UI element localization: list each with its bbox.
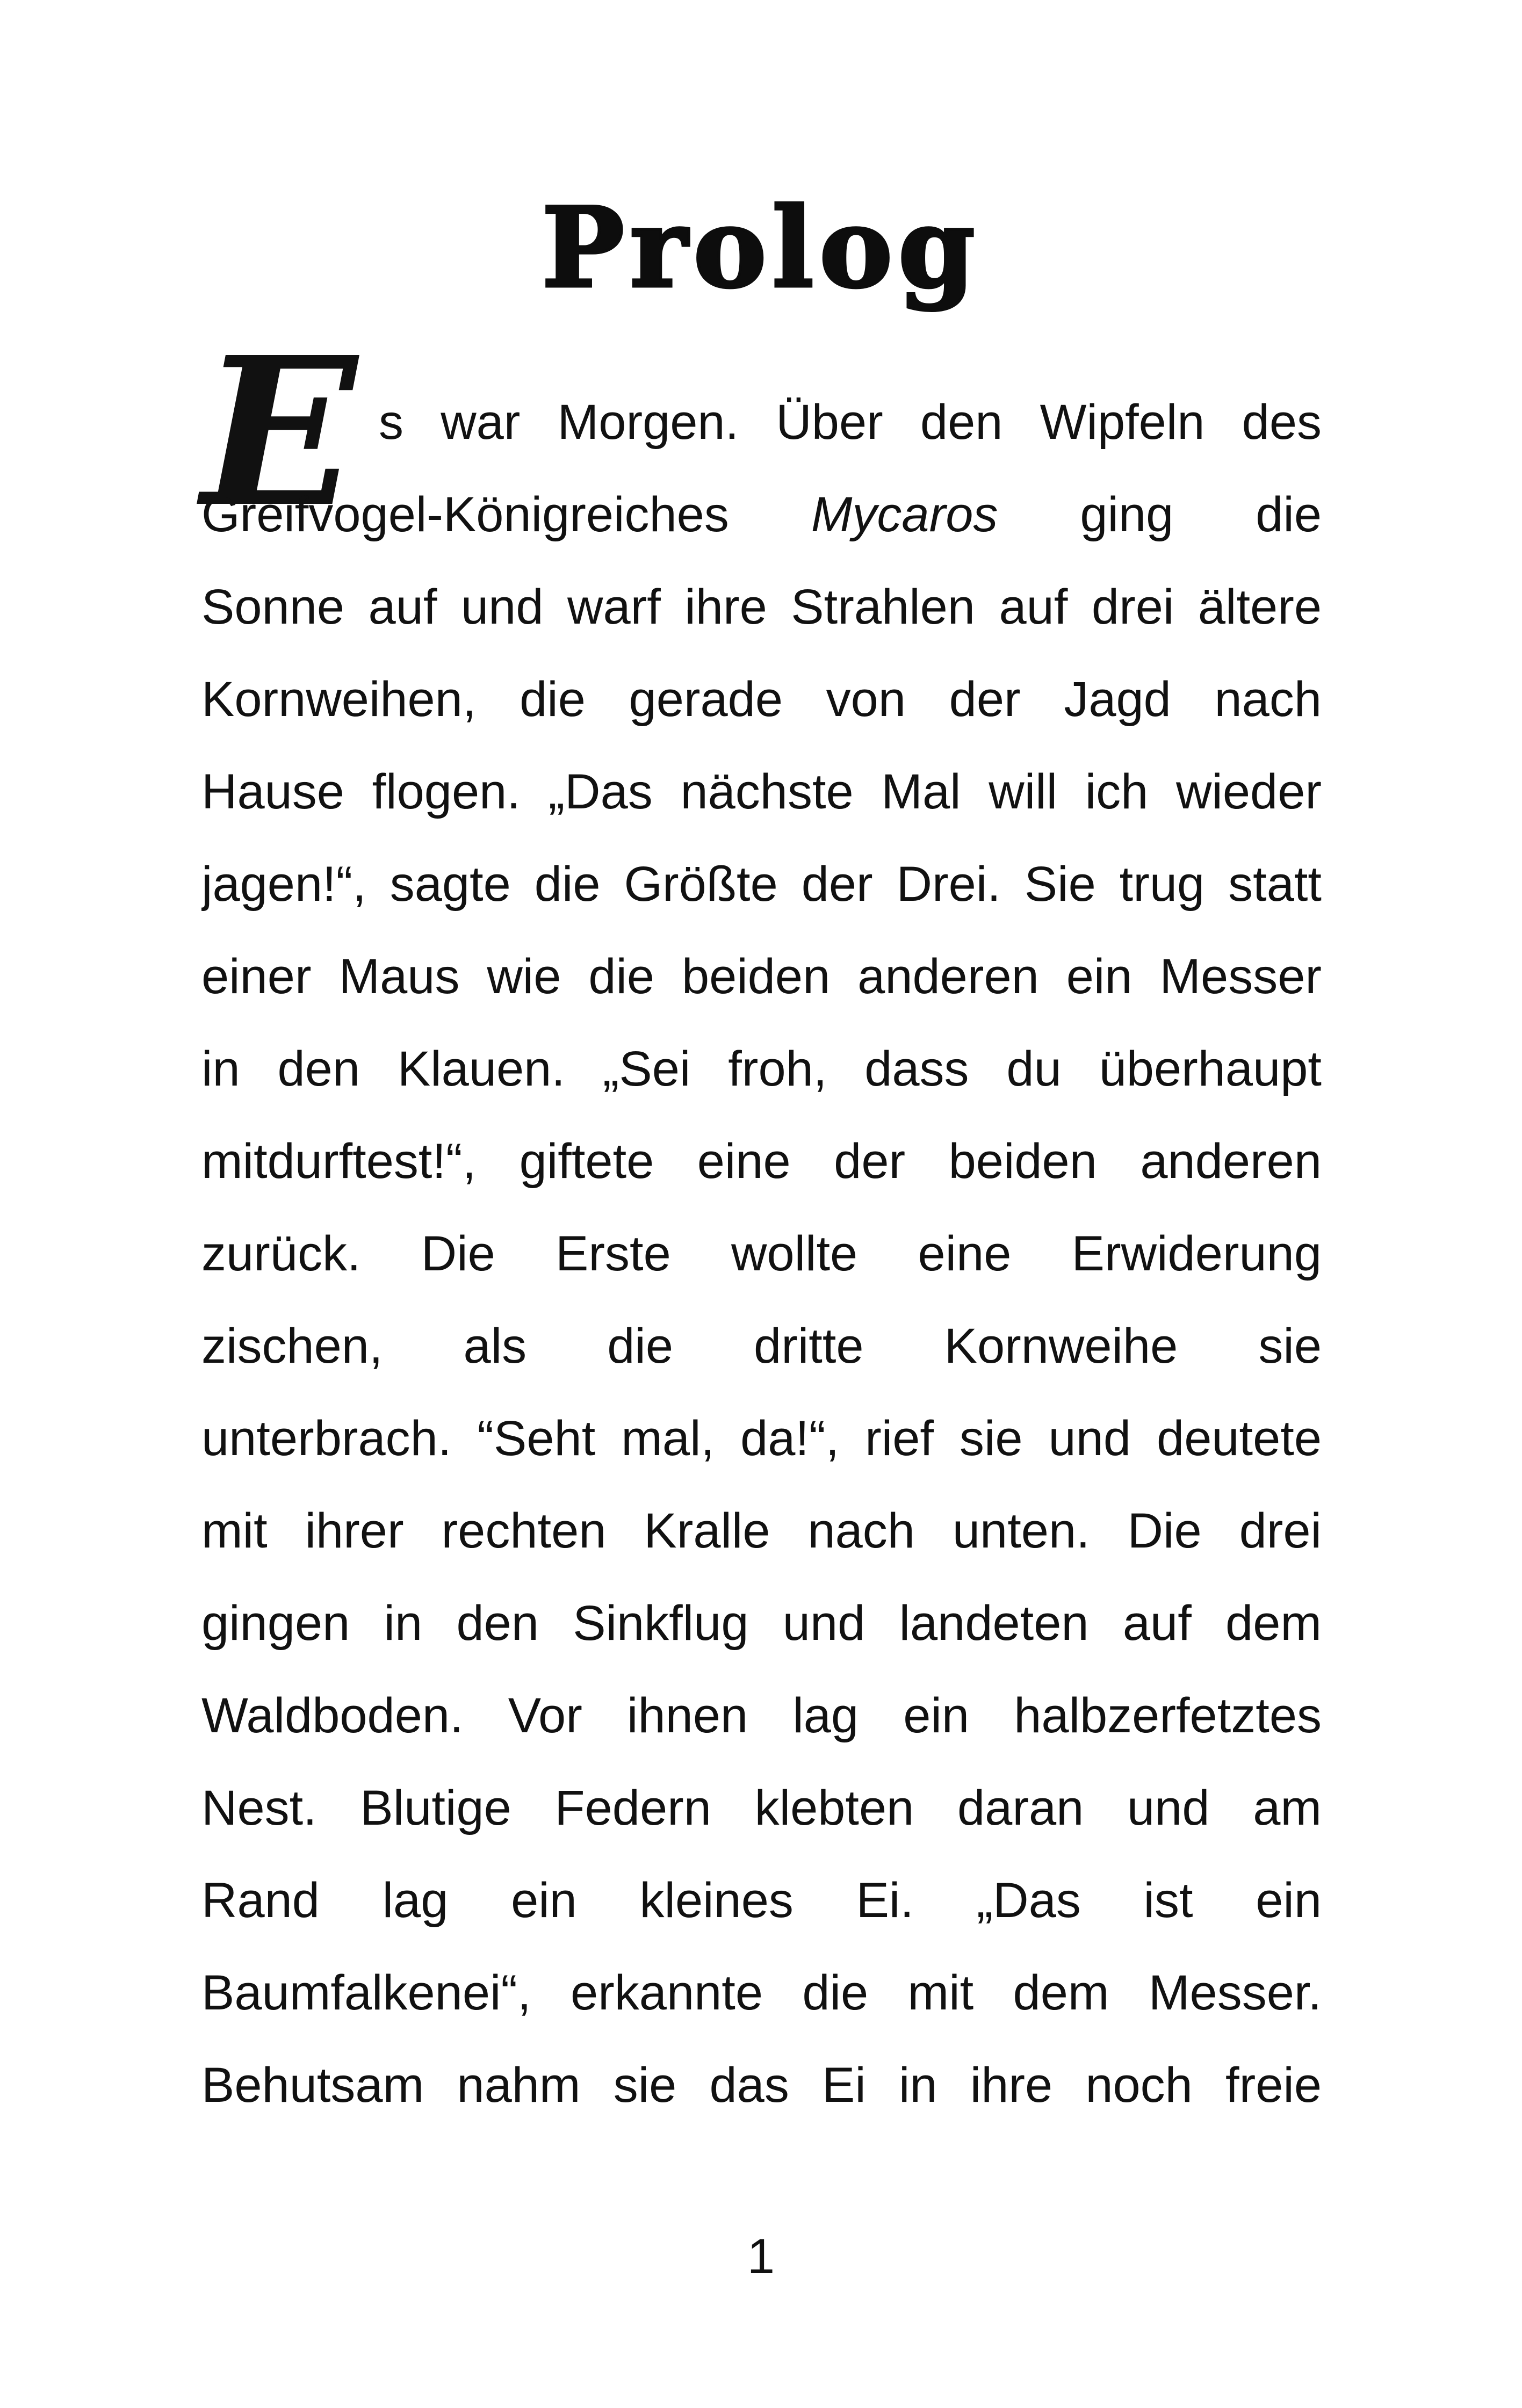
page-number: 1: [747, 2229, 775, 2284]
text-line: einer Maus wie die beiden anderen ein Messer: [201, 949, 1322, 1004]
text-line: Sonne auf und warf ihre Strahlen auf drei ältere: [201, 580, 1322, 634]
text-line: s war Morgen. Über den Wipfeln des: [379, 395, 1322, 450]
text-line: mit ihrer rechten Kralle nach unten. Die drei: [201, 1503, 1322, 1558]
kingdom-name: Mycaros: [811, 487, 998, 542]
text-line: Baumfalkenei“, erkannte die mit dem Messer.: [201, 1965, 1322, 2020]
chapter-title: Prolog: [542, 184, 980, 313]
text-line: mitdurftest!“, giftete eine der beiden anderen: [201, 1134, 1322, 1189]
text-line: gingen in den Sinkflug und landeten auf dem: [201, 1596, 1322, 1651]
text-line: zurück. Die Erste wollte eine Erwiderung: [201, 1226, 1322, 1281]
text-line: in den Klauen. „Sei froh, dass du überhaupt: [201, 1042, 1322, 1096]
text-line: Hause flogen. „Das nächste Mal will ich wieder: [201, 764, 1322, 819]
text-line: Kornweihen, die gerade von der Jagd nach: [201, 672, 1322, 727]
text-line: Rand lag ein kleines Ei. „Das ist ein: [201, 1873, 1322, 1928]
text-line: Behutsam nahm sie das Ei in ihre noch freie: [201, 2058, 1322, 2113]
text-line: Nest. Blutige Federn klebten daran und am: [201, 1781, 1322, 1835]
drop-cap-letter: E: [201, 312, 357, 552]
text-line: jagen!“, sagte die Größte der Drei. Sie trug statt: [201, 857, 1322, 912]
text-line: unterbrach. “Seht mal, da!“, rief sie und deutete: [201, 1411, 1322, 1466]
text-line: Greifvogel-Königreiches Mycaros ging die: [201, 487, 1322, 542]
text-line: Waldboden. Vor ihnen lag ein halbzerfetztes: [201, 1688, 1322, 1743]
body-text: [201, 376, 1322, 2131]
text-line: zischen, als die dritte Kornweihe sie: [201, 1319, 1322, 1373]
